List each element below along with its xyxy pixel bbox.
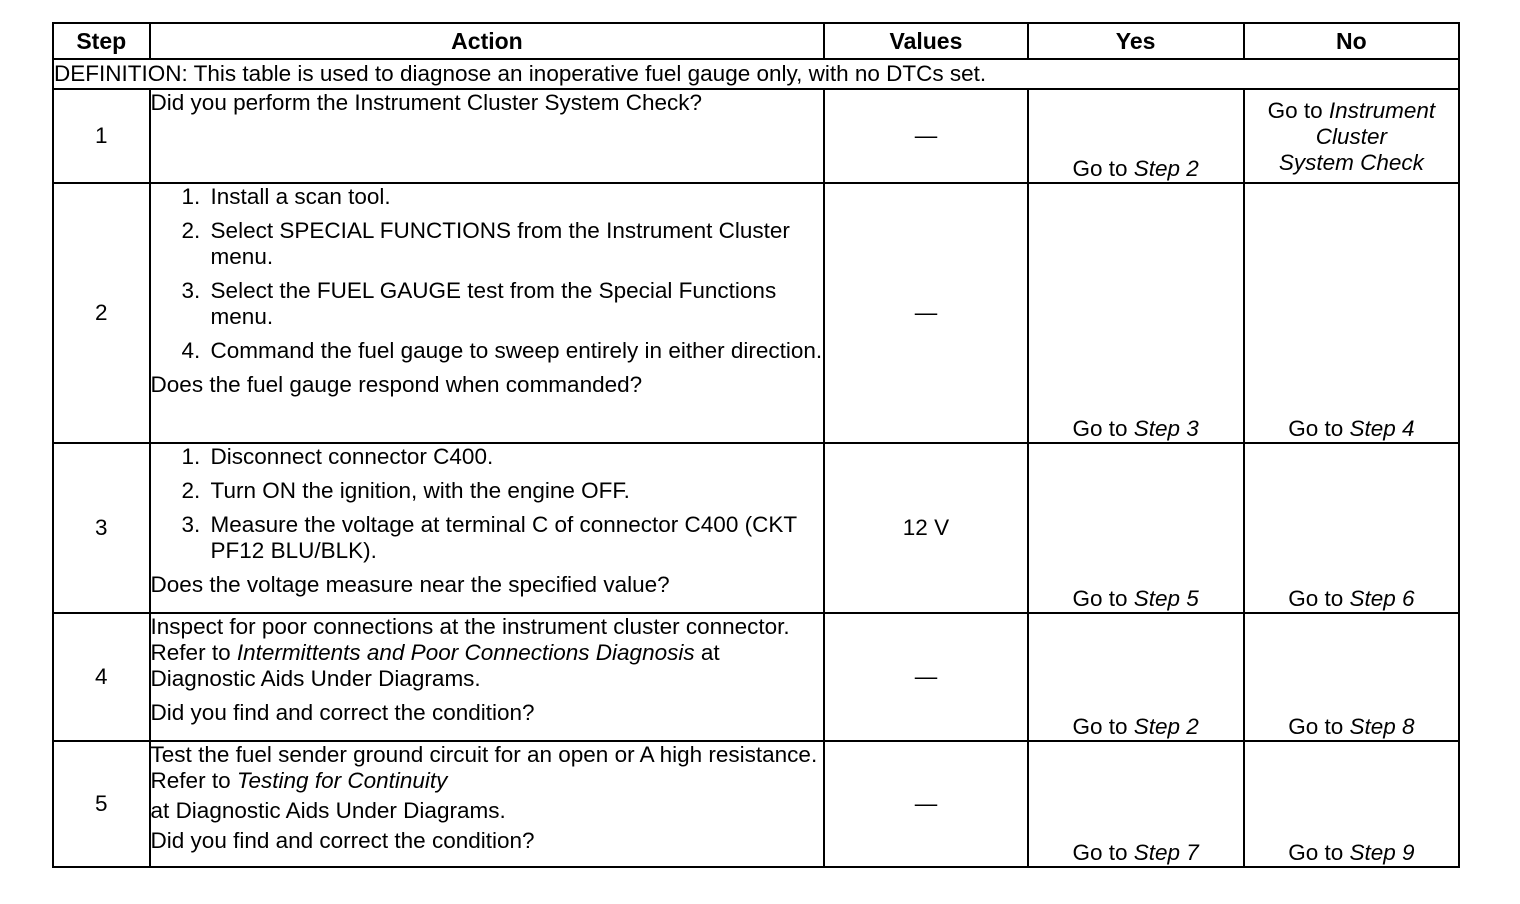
header-row [53, 23, 1459, 59]
action-cell [150, 741, 825, 867]
value-cell: — [824, 89, 1027, 183]
no-cell [1244, 183, 1459, 443]
no-target-line2: Cluster [1315, 124, 1387, 149]
action-cell [150, 183, 825, 443]
header-values: Values [824, 23, 1027, 59]
table-row [53, 89, 1459, 183]
yes-prefix: Go to [1072, 586, 1134, 611]
question-text: Does the voltage measure near the specified value? [150, 572, 670, 597]
reference-title: Intermittents and Poor Connections Diagnosis [236, 640, 695, 665]
yes-cell [1028, 443, 1244, 613]
yes-target: Step 2 [1133, 156, 1199, 181]
list-item: 2. Select SPECIAL FUNCTIONS from the Instrument Cluster menu. [207, 218, 824, 270]
list-item: 1. Disconnect connector C400. [207, 444, 824, 470]
question-text: Did you perform the Instrument Cluster System Check? [150, 90, 703, 115]
yes-cell [1028, 741, 1244, 867]
no-target: Step 4 [1349, 416, 1415, 441]
action-cell [150, 613, 825, 741]
diagnostic-table [52, 22, 1460, 868]
step-number: 2 [53, 183, 150, 443]
action-cell [150, 89, 825, 183]
list-item: 4. Command the fuel gauge to sweep entirely in either direction. [207, 338, 824, 364]
instruction-text-a: Inspect for poor connections at the instrument cluster connector. Refer to [150, 614, 790, 665]
no-target-line3: System Check [1278, 150, 1424, 175]
instruction-text-b: at Diagnostic Aids Under Diagrams. [150, 798, 506, 823]
instruction-text-a: Test the fuel sender ground circuit for an open or A high resistance. Refer to [150, 742, 818, 793]
yes-prefix: Go to [1072, 156, 1134, 181]
header-action: Action [150, 23, 825, 59]
no-target-line1: Instrument [1328, 98, 1436, 123]
yes-target: Step 7 [1133, 840, 1199, 865]
step-number: 5 [53, 741, 150, 867]
list-item: 2. Turn ON the ignition, with the engine OFF. [207, 478, 824, 504]
value-cell: 12 V [824, 443, 1027, 613]
action-cell [150, 443, 825, 613]
question-text: Did you find and correct the condition? [150, 828, 535, 853]
no-cell [1244, 443, 1459, 613]
yes-cell [1028, 183, 1244, 443]
table-row [53, 741, 1459, 867]
definition-row [53, 59, 1459, 89]
question-text: Does the fuel gauge respond when commanded? [150, 372, 643, 397]
step-number: 4 [53, 613, 150, 741]
yes-prefix: Go to [1072, 840, 1134, 865]
yes-prefix: Go to [1072, 714, 1134, 739]
table-row [53, 613, 1459, 741]
no-target: Step 6 [1349, 586, 1415, 611]
no-prefix: Go to [1288, 586, 1350, 611]
no-target: Step 9 [1349, 840, 1415, 865]
no-target: Step 8 [1349, 714, 1415, 739]
question-text: Did you find and correct the condition? [150, 700, 535, 725]
instruction-text-b: at Diagnostic Aids Under Diagrams. [150, 640, 720, 691]
yes-cell [1028, 613, 1244, 741]
no-prefix: Go to [1288, 416, 1350, 441]
table-row [53, 183, 1459, 443]
yes-prefix: Go to [1072, 416, 1134, 441]
list-item: 3. Select the FUEL GAUGE test from the Special Functions menu. [207, 278, 824, 330]
instruction-text [151, 614, 824, 692]
value-cell: — [824, 741, 1027, 867]
no-cell [1244, 89, 1459, 183]
list-item: 3. Measure the voltage at terminal C of connector C400 (CKT PF12 BLU/BLK). [207, 512, 824, 564]
instruction-text [151, 742, 824, 794]
yes-target: Step 5 [1133, 586, 1199, 611]
yes-target: Step 3 [1133, 416, 1199, 441]
definition-text: DEFINITION: This table is used to diagnose an inoperative fuel gauge only, with no DTCs set. [53, 59, 1459, 89]
yes-cell [1028, 89, 1244, 183]
header-step: Step [53, 23, 150, 59]
value-cell: — [824, 183, 1027, 443]
instruction-list [151, 184, 824, 364]
step-number: 1 [53, 89, 150, 183]
instruction-list [151, 444, 824, 564]
header-yes: Yes [1028, 23, 1244, 59]
no-prefix: Go to [1267, 98, 1329, 123]
table-row [53, 443, 1459, 613]
no-cell [1244, 613, 1459, 741]
header-no: No [1244, 23, 1459, 59]
step-number: 3 [53, 443, 150, 613]
reference-title: Testing for Continuity [236, 768, 448, 793]
value-cell: — [824, 613, 1027, 741]
no-cell [1244, 741, 1459, 867]
list-item: 1. Install a scan tool. [207, 184, 824, 210]
no-prefix: Go to [1288, 840, 1350, 865]
no-prefix: Go to [1288, 714, 1350, 739]
yes-target: Step 2 [1133, 714, 1199, 739]
